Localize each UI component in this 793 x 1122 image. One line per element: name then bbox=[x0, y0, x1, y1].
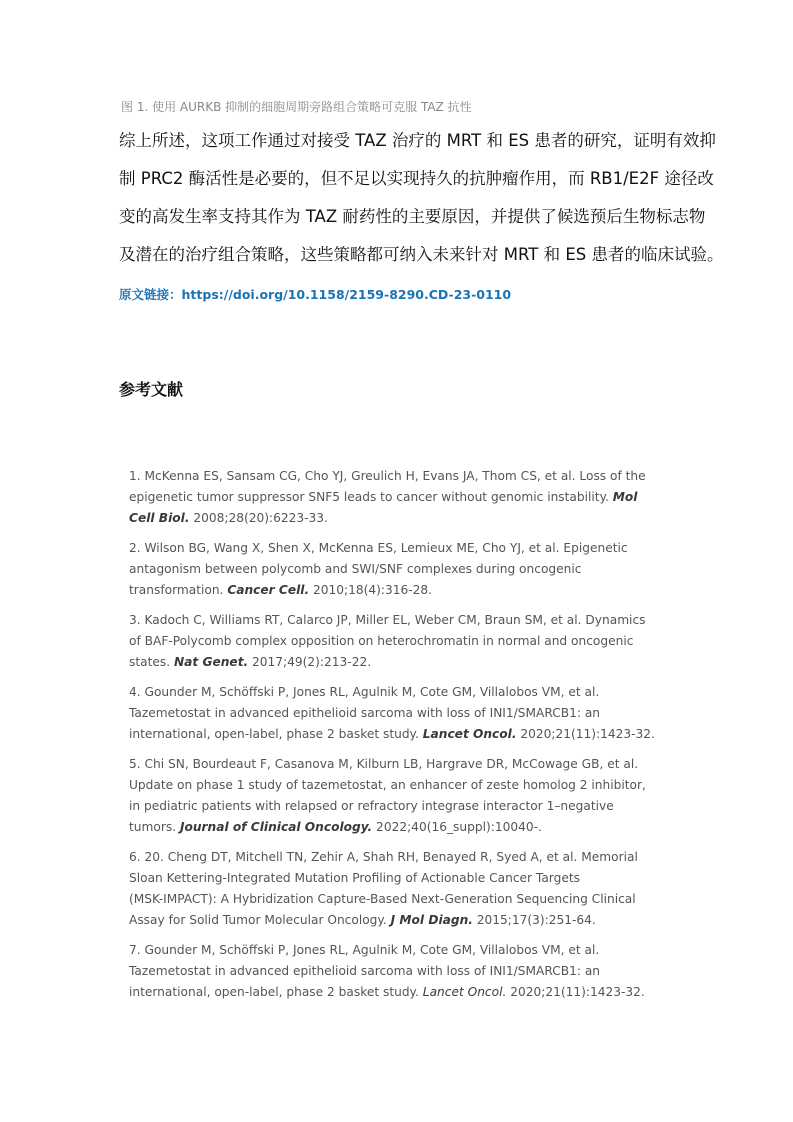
summary-paragraph bbox=[119, 122, 724, 274]
reference-text: 4. Gounder M, Schöffski P, Jones RL, Agulnik M, Cote GM, Villalobos VM, et al. bbox=[129, 685, 600, 699]
reference-text: epigenetic tumor suppressor SNF5 leads to cancer without genomic instability. bbox=[129, 490, 613, 504]
reference-text: tumors. bbox=[129, 820, 180, 834]
reference-line bbox=[129, 508, 689, 529]
reference-citation: 2022;40(16_suppl):10040-. bbox=[372, 820, 542, 834]
reference-journal: Nat Genet. bbox=[173, 655, 249, 669]
reference-line bbox=[129, 466, 689, 487]
reference-line bbox=[129, 631, 689, 652]
reference-journal: Cancer Cell. bbox=[227, 583, 310, 597]
reference-journal: Cell Biol. bbox=[129, 511, 190, 525]
reference-text: 1. McKenna ES, Sansam CG, Cho YJ, Greulich H, Evans JA, Thom CS, et al. Loss of the bbox=[129, 469, 646, 483]
reference-line bbox=[129, 961, 689, 982]
reference-text: 5. Chi SN, Bourdeaut F, Casanova M, Kilburn LB, Hargrave DR, McCowage GB, et al. bbox=[129, 757, 639, 771]
reference-item bbox=[129, 610, 689, 673]
reference-line bbox=[129, 682, 689, 703]
reference-line bbox=[129, 754, 689, 775]
reference-text: Update on phase 1 study of tazemetostat, an enhancer of zeste homolog 2 inhibitor, bbox=[129, 778, 646, 792]
reference-line bbox=[129, 817, 689, 838]
source-link-url[interactable]: https://doi.org/10.1158/2159-8290.CD-23-0110 bbox=[181, 287, 512, 302]
reference-text: international, open-label, phase 2 basket study. bbox=[129, 727, 423, 741]
reference-item bbox=[129, 847, 689, 931]
reference-journal: Journal of Clinical Oncology. bbox=[179, 820, 373, 834]
reference-item bbox=[129, 466, 689, 529]
reference-journal: Lancet Oncol. bbox=[422, 985, 507, 999]
summary-line: 变的高发生率支持其作为 TAZ 耐药性的主要原因，并提供了候选预后生物标志物 bbox=[119, 207, 706, 226]
reference-line bbox=[129, 703, 689, 724]
reference-journal: Lancet Oncol. bbox=[422, 727, 517, 741]
reference-citation: 2020;21(11):1423-32. bbox=[506, 985, 645, 999]
summary-line: 及潜在的治疗组合策略，这些策略都可纳入未来针对 MRT 和 ES 患者的临床试验。 bbox=[119, 245, 724, 264]
references-list bbox=[129, 466, 689, 1012]
reference-text: transformation. bbox=[129, 583, 228, 597]
reference-text: 3. Kadoch C, Williams RT, Calarco JP, Miller EL, Weber CM, Braun SM, et al. Dynamics bbox=[129, 613, 646, 627]
reference-line bbox=[129, 910, 689, 931]
reference-line bbox=[129, 487, 689, 508]
source-link-label: 原文链接： bbox=[119, 287, 182, 302]
reference-text: 6. 20. Cheng DT, Mitchell TN, Zehir A, Shah RH, Benayed R, Syed A, et al. Memorial bbox=[129, 850, 638, 864]
reference-citation: 2010;18(4):316-28. bbox=[309, 583, 433, 597]
reference-text: Assay for Solid Tumor Molecular Oncology. bbox=[129, 913, 391, 927]
reference-line bbox=[129, 610, 689, 631]
reference-text: Tazemetostat in advanced epithelioid sarcoma with loss of INI1/SMARCB1: an bbox=[129, 706, 601, 720]
reference-line bbox=[129, 724, 689, 745]
reference-text: states. bbox=[129, 655, 174, 669]
summary-line: 制 PRC2 酶活性是必要的，但不足以实现持久的抗肿瘤作用，而 RB1/E2F 途径改 bbox=[119, 169, 714, 188]
summary-line: 综上所述，这项工作通过对接受 TAZ 治疗的 MRT 和 ES 患者的研究，证明有效抑 bbox=[119, 131, 716, 150]
reference-line bbox=[129, 538, 689, 559]
reference-line bbox=[129, 580, 689, 601]
reference-line bbox=[129, 940, 689, 961]
reference-text: antagonism between polycomb and SWI/SNF complexes during oncogenic bbox=[129, 562, 582, 576]
reference-line bbox=[129, 868, 689, 889]
reference-citation: 2008;28(20):6223-33. bbox=[189, 511, 328, 525]
reference-line bbox=[129, 982, 689, 1003]
reference-item bbox=[129, 940, 689, 1003]
reference-text: international, open-label, phase 2 basket study. bbox=[129, 985, 423, 999]
reference-line bbox=[129, 796, 689, 817]
references-heading: 参考文献 bbox=[119, 380, 184, 399]
source-link-row bbox=[119, 285, 511, 303]
reference-citation: 2020;21(11):1423-32. bbox=[516, 727, 655, 741]
reference-item bbox=[129, 754, 689, 838]
reference-citation: 2017;49(2):213-22. bbox=[248, 655, 372, 669]
reference-journal: Mol bbox=[612, 490, 638, 504]
reference-item bbox=[129, 682, 689, 745]
reference-line bbox=[129, 889, 689, 910]
reference-line bbox=[129, 847, 689, 868]
reference-journal: J Mol Diagn. bbox=[390, 913, 473, 927]
figure-caption: 图 1. 使用 AURKB 抑制的细胞周期旁路组合策略可克服 TAZ 抗性 bbox=[121, 100, 472, 114]
reference-line bbox=[129, 652, 689, 673]
reference-text: (MSK-IMPACT): A Hybridization Capture-Based Next-Generation Sequencing Clinical bbox=[129, 892, 636, 906]
reference-text: in pediatric patients with relapsed or refractory integrase interactor 1–negative bbox=[129, 799, 614, 813]
reference-text: of BAF-Polycomb complex opposition on heterochromatin in normal and oncogenic bbox=[129, 634, 634, 648]
reference-item bbox=[129, 538, 689, 601]
reference-text: 2. Wilson BG, Wang X, Shen X, McKenna ES, Lemieux ME, Cho YJ, et al. Epigenetic bbox=[129, 541, 628, 555]
reference-line bbox=[129, 559, 689, 580]
reference-text: Tazemetostat in advanced epithelioid sarcoma with loss of INI1/SMARCB1: an bbox=[129, 964, 601, 978]
reference-line bbox=[129, 775, 689, 796]
reference-text: Sloan Kettering-Integrated Mutation Profiling of Actionable Cancer Targets bbox=[129, 871, 580, 885]
reference-citation: 2015;17(3):251-64. bbox=[472, 913, 596, 927]
reference-text: 7. Gounder M, Schöffski P, Jones RL, Agulnik M, Cote GM, Villalobos VM, et al. bbox=[129, 943, 600, 957]
